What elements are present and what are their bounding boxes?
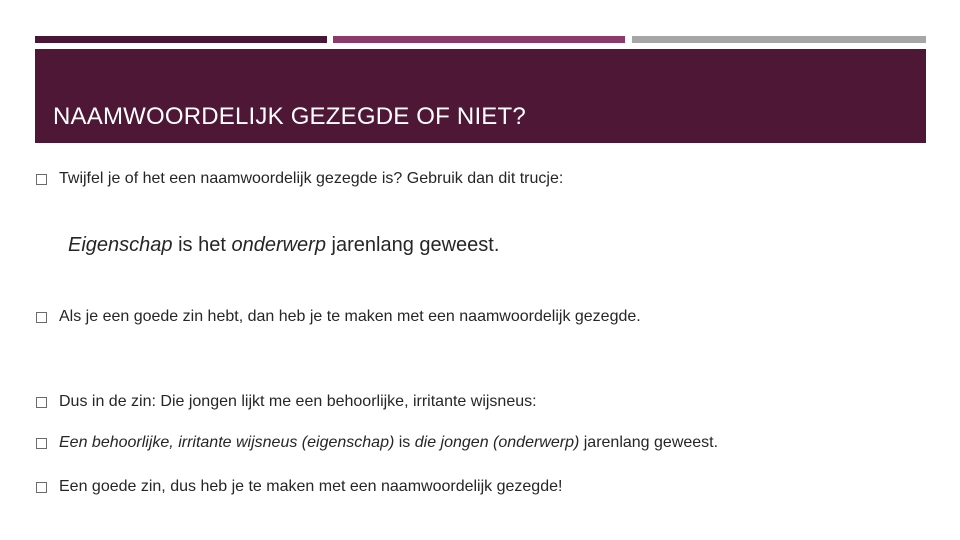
bullet-text-3: Dus in de zin: Die jongen lijkt me een behoorlijke, irritante wijsneus: xyxy=(59,393,537,410)
accent-stripe-3 xyxy=(632,36,926,43)
checkbox-square-icon xyxy=(36,174,47,185)
example-sentence xyxy=(68,234,499,257)
checkbox-square-icon xyxy=(36,397,47,408)
title-band xyxy=(35,49,926,143)
bullet-text-1: Twijfel je of het een naamwoordelijk gezegde is? Gebruik dan dit trucje: xyxy=(59,170,564,187)
bullet-4-onderwerp-phrase: die jongen (onderwerp) xyxy=(414,434,580,451)
bullet-4-is: is xyxy=(394,434,415,451)
bullet-text-4 xyxy=(59,434,718,452)
accent-stripe-2 xyxy=(333,36,625,43)
bullet-text-5: Een goede zin, dus heb je te maken met een naamwoordelijk gezegde! xyxy=(59,478,563,495)
bullet-4-eigenschap-phrase: Een behoorlijke, irritante wijsneus (eigenschap) xyxy=(59,434,395,451)
bullet-text-2: Als je een goede zin hebt, dan heb je te maken met een naamwoordelijk gezegde. xyxy=(59,308,641,325)
bullet-item-5 xyxy=(36,478,562,496)
bullet-4-rest: jarenlang geweest. xyxy=(579,434,719,451)
example-word-eigenschap: Eigenschap xyxy=(68,234,173,256)
bullet-item-1 xyxy=(36,170,563,188)
bullet-item-3 xyxy=(36,393,537,411)
accent-stripe-1 xyxy=(35,36,327,43)
example-word-is-het: is het xyxy=(172,234,232,256)
example-word-onderwerp: onderwerp xyxy=(231,234,326,256)
bullet-item-4 xyxy=(36,434,718,452)
checkbox-square-icon xyxy=(36,312,47,323)
checkbox-square-icon xyxy=(36,482,47,493)
example-word-rest: jarenlang geweest. xyxy=(325,234,500,256)
bullet-item-2 xyxy=(36,308,641,326)
slide-title: NAAMWOORDELIJK GEZEGDE OF NIET? xyxy=(53,103,526,130)
checkbox-square-icon xyxy=(36,438,47,449)
